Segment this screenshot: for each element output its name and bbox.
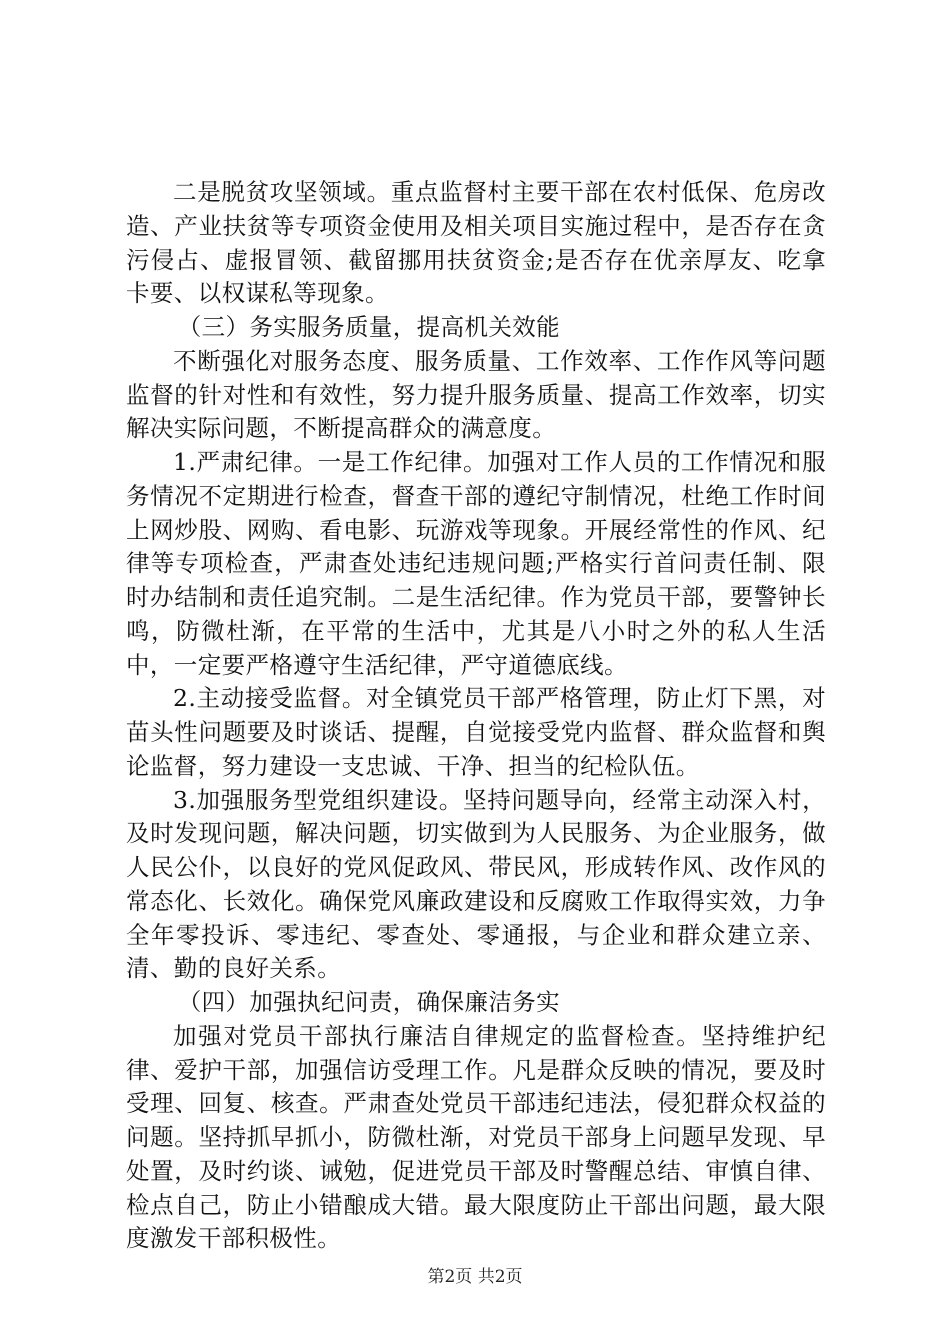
paragraph-discipline: 1.严肃纪律。一是工作纪律。加强对工作人员的工作情况和服务情况不定期进行检查，督查干部的遵纪守制情况，杜绝工作时间上网炒股、网购、看电影、玩游戏等现象。开展经常性的作风、纪律等专项检查，严肃查处违纪违规问题;严格实行首问责任制、限时办结制和责任追究制。二是生活纪律。作为党员干部，要警钟长鸣，防微杜渐，在平常的生活中，尤其是八小时之外的私人生活中，一定要严格遵守生活纪律，严守道德底线。 xyxy=(126,448,826,679)
section-heading-3: （三）务实服务质量，提高机关效能 xyxy=(177,313,561,341)
paragraph-poverty-alleviation: 二是脱贫攻坚领域。重点监督村主要干部在农村低保、危房改造、产业扶贫等专项资金使用及相关项目实施过程中，是否存在贪污侵占、虚报冒领、截留挪用扶贫资金;是否存在优亲厚友、吃拿卡要、以权谋私等现象。 xyxy=(126,178,826,308)
paragraph-accountability: 加强对党员干部执行廉洁自律规定的监督检查。坚持维护纪律、爱护干部，加强信访受理工作。凡是群众反映的情况，要及时受理、回复、核查。严肃查处党员干部违纪违法，侵犯群众权益的问题。坚持抓早抓小，防微杜渐，对党员干部身上问题早发现、早处置，及时约谈、诫勉，促进党员干部及时警醒总结、审慎自律、检点自己，防止小错酿成大错。最大限度防止干部出问题，最大限度激发干部积极性。 xyxy=(126,1021,826,1253)
section-heading-4: （四）加强执纪问责，确保廉洁务实 xyxy=(177,988,561,1016)
page-number-label: 第2页 共2页 xyxy=(427,1267,523,1287)
paragraph-service-party: 3.加强服务型党组织建设。坚持问题导向，经常主动深入村，及时发现问题，解决问题，切实做到为人民服务、为企业服务，做人民公仆，以良好的党风促政风、带民风，形成转作风、改作风的常态化、长效化。确保党风廉政建设和反腐败工作取得实效，力争全年零投诉、零违纪、零查处、零通报，与企业和群众建立亲、清、勤的良好关系。 xyxy=(126,785,826,983)
paragraph-supervision: 2.主动接受监督。对全镇党员干部严格管理，防止灯下黑，对苗头性问题要及时谈话、提醒，自觉接受党内监督、群众监督和舆论监督，努力建设一支忠诚、干净、担当的纪检队伍。 xyxy=(126,684,826,780)
page-footer xyxy=(0,1262,950,1287)
document-body xyxy=(126,176,826,1256)
paragraph-service-quality: 不断强化对服务态度、服务质量、工作效率、工作作风等问题监督的针对性和有效性，努力提升服务质量、提高工作效率，切实解决实际问题，不断提高群众的满意度。 xyxy=(126,346,826,443)
